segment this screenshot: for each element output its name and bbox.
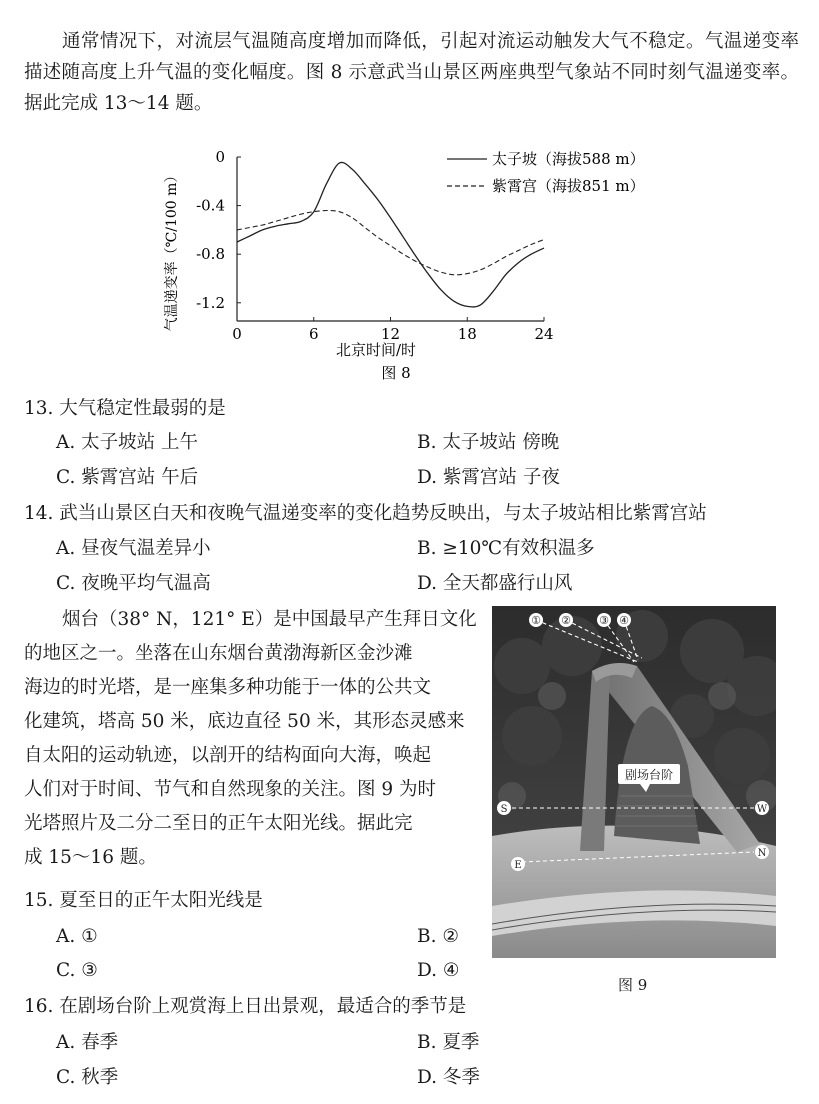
- q14-option-b[interactable]: B. ≥10℃有效积温多: [417, 538, 595, 559]
- intro2-line: 烟台（38° N，121° E）是中国最早产生拜日文化: [62, 609, 477, 630]
- direction-label: E: [514, 860, 522, 871]
- series-line-zixiaogong: [237, 211, 544, 275]
- q13-option-c[interactable]: C. 紫霄宫站 午后: [56, 467, 199, 488]
- direction-label: W: [756, 804, 768, 815]
- q16-stem: 16. 在剧场台阶上观赏海上日出景观，最适合的季节是: [24, 996, 467, 1017]
- ray-label: ④: [619, 614, 629, 627]
- intro-paragraph-2: [24, 603, 484, 875]
- q13-option-a[interactable]: A. 太子坡站 上午: [56, 432, 199, 453]
- q16-option-c[interactable]: C. 秋季: [56, 1067, 119, 1088]
- figure-9-photo: [492, 606, 776, 958]
- q14-option-d[interactable]: D. 全天都盛行山风: [417, 573, 573, 594]
- q16-option-b[interactable]: B. 夏季: [417, 1032, 480, 1053]
- ray-label: ②: [561, 614, 571, 627]
- intro2-line: 自太阳的运动轨迹，以剖开的结构面向大海，唤起: [24, 745, 432, 766]
- y-tick-label: -0.4: [196, 196, 225, 215]
- x-tick-label: 24: [534, 325, 554, 343]
- x-axis-label: 北京时间/时: [335, 341, 417, 359]
- q15-stem: 15. 夏至日的正午太阳光线是: [24, 890, 263, 911]
- ray-label: ③: [599, 614, 609, 627]
- q15-option-b[interactable]: B. ②: [417, 926, 459, 947]
- figure-8-caption: 图 8: [381, 364, 411, 382]
- direction-label: S: [500, 804, 508, 815]
- q16-option-d[interactable]: D. 冬季: [417, 1067, 480, 1088]
- stage-label: 剧场台阶: [624, 768, 674, 782]
- q14-option-a[interactable]: A. 昼夜气温差异小: [56, 538, 211, 559]
- ray-label: ①: [531, 614, 541, 627]
- figure-9-caption: 图 9: [618, 976, 648, 994]
- q15-option-c[interactable]: C. ③: [56, 960, 98, 981]
- q16-option-a[interactable]: A. 春季: [56, 1032, 119, 1053]
- q14-option-c[interactable]: C. 夜晚平均气温高: [56, 573, 211, 594]
- x-tick-label: 18: [457, 325, 477, 343]
- q15-option-a[interactable]: A. ①: [56, 926, 98, 947]
- intro2-line: 光塔照片及二分二至日的正午太阳光线。据此完: [24, 813, 413, 834]
- q13-option-b[interactable]: B. 太子坡站 傍晚: [417, 432, 560, 453]
- q15-option-d[interactable]: D. ④: [417, 960, 460, 981]
- intro2-line: 人们对于时间、节气和自然现象的关注。图 9 为时: [24, 779, 437, 800]
- figure-8-chart: [150, 145, 670, 385]
- x-tick-label: 0: [232, 325, 242, 343]
- q13-stem: 13. 大气稳定性最弱的是: [24, 398, 226, 419]
- q13-option-d[interactable]: D. 紫霄宫站 子夜: [417, 467, 560, 488]
- x-tick-label: 6: [308, 325, 319, 343]
- intro2-line: 成 15～16 题。: [24, 847, 157, 868]
- y-tick-label: 0: [215, 148, 225, 166]
- intro2-line: 的地区之一。坐落在山东烟台黄渤海新区金沙滩: [24, 643, 413, 664]
- intro2-line: 海边的时光塔，是一座集多种功能于一体的公共文: [24, 677, 432, 698]
- y-axis-label: 气温递变率（℃/100 m）: [164, 168, 180, 332]
- x-tick-label: 12: [380, 325, 401, 343]
- direction-label: N: [757, 848, 767, 859]
- legend-entry-zixiaogong: 紫霄宫（海拔851 m）: [492, 177, 645, 195]
- y-tick-label: -0.8: [196, 245, 225, 264]
- q14-stem: 14. 武当山景区白天和夜晚气温递变率的变化趋势反映出，与太子坡站相比紫霄宫站: [24, 503, 707, 524]
- intro-paragraph-1: 通常情况下，对流层气温随高度增加而降低，引起对流运动触发大气不稳定。气温递变率描述随高度上升气温的变化幅度。图 8 示意武当山景区两座典型气象站不同时刻气温递变率。据此完成 13～14 题。: [24, 31, 799, 114]
- y-tick-label: -1.2: [196, 293, 225, 312]
- legend-entry-taizipo: 太子坡（海拔588 m）: [492, 150, 645, 168]
- intro2-line: 化建筑，塔高 50 米，底边直径 50 米，其形态灵感来: [24, 711, 465, 732]
